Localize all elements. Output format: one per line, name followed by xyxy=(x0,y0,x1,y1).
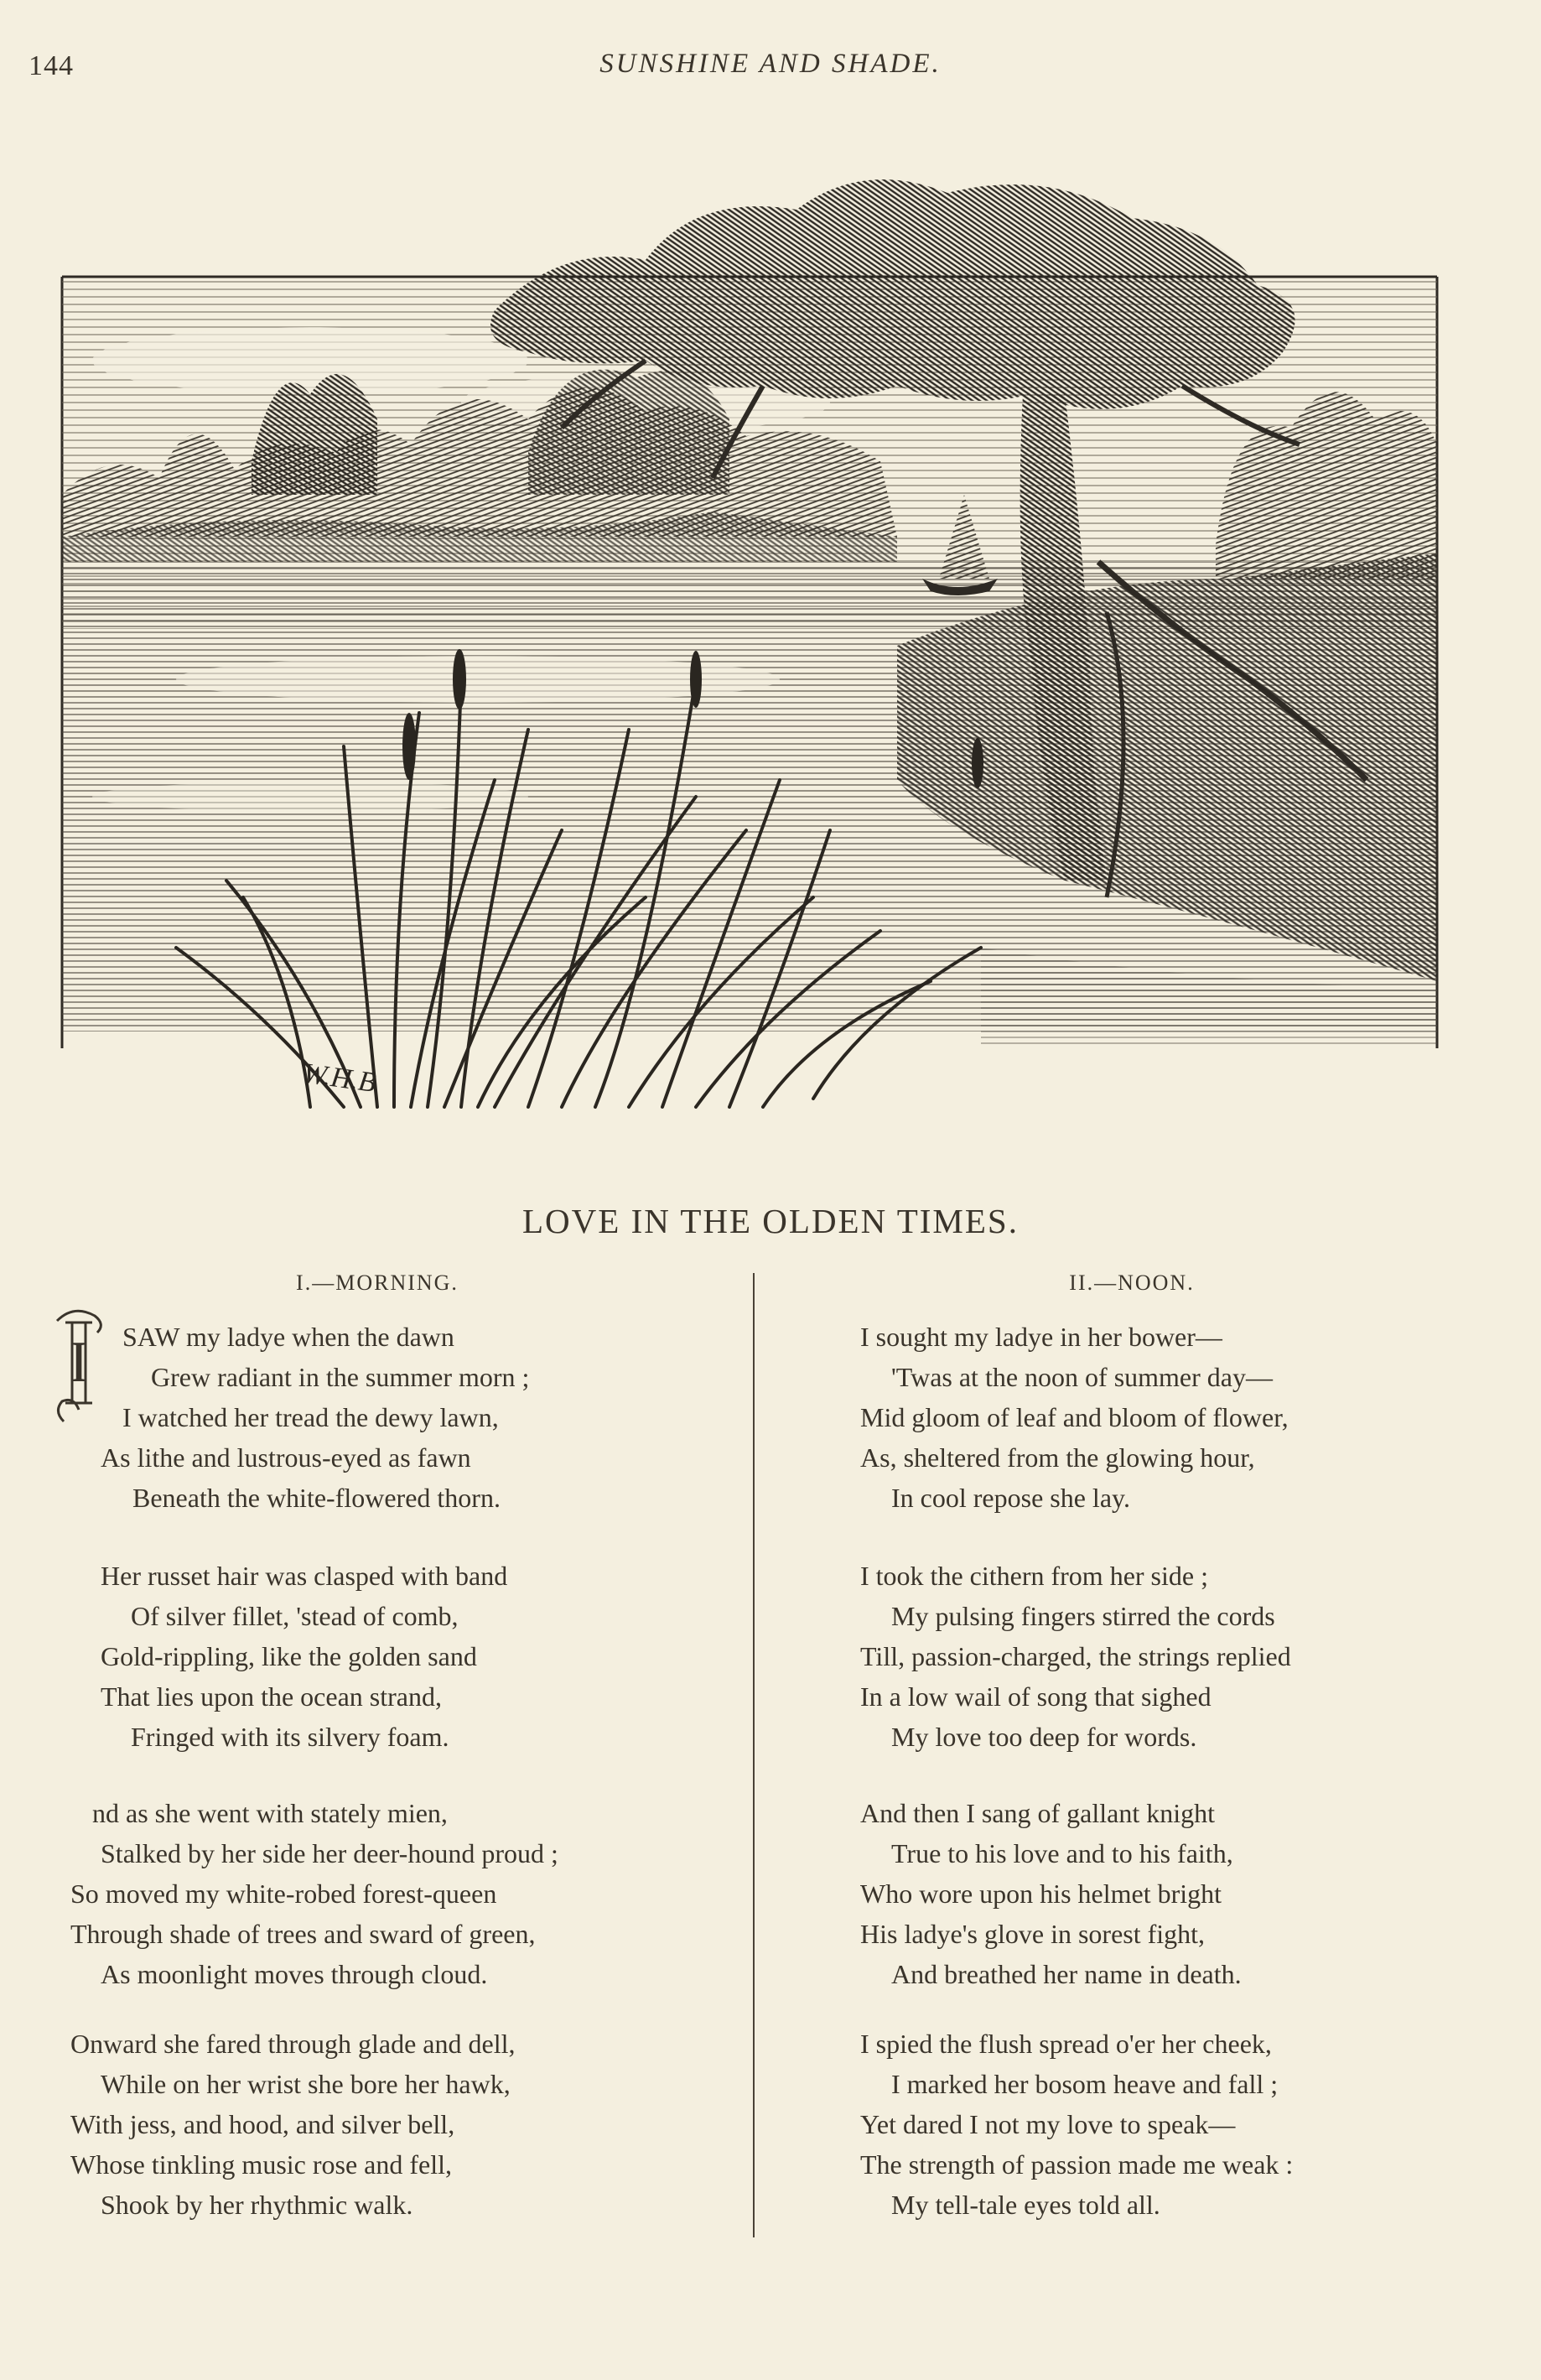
artist-signature: W.H.B xyxy=(300,1057,378,1099)
part-two-heading: II.—NOON. xyxy=(1069,1271,1195,1295)
poem-line: Who wore upon his helmet bright xyxy=(860,1879,1222,1909)
noon-stanza-3 xyxy=(860,1793,1242,1994)
poem-line: I spied the flush spread o'er her cheek, xyxy=(860,2029,1272,2059)
poem-line: My love too deep for words. xyxy=(891,1722,1197,1752)
poem-line: Of silver fillet, 'stead of comb, xyxy=(131,1601,459,1631)
morning-stanza-3 xyxy=(69,1793,558,1994)
morning-stanza-1 xyxy=(69,1317,529,1518)
poem-line: Grew radiant in the summer morn ; xyxy=(151,1362,530,1392)
poem-line: My pulsing fingers stirred the cords xyxy=(891,1601,1275,1631)
poem-line: Beneath the white-flowered thorn. xyxy=(132,1483,501,1513)
poem-line: I took the cithern from her side ; xyxy=(860,1561,1208,1591)
poem-line: With jess, and hood, and silver bell, xyxy=(70,2109,455,2139)
noon-stanza-2 xyxy=(860,1556,1291,1757)
poem-line: Whose tinkling music rose and fell, xyxy=(70,2149,453,2180)
poem-line: I watched her tread the dewy lawn, xyxy=(122,1402,499,1432)
poem-line: Shook by her rhythmic walk. xyxy=(101,2190,413,2220)
river-landscape-engraving xyxy=(59,143,1442,1149)
noon-stanza-4 xyxy=(860,2024,1293,2225)
poem-line: Fringed with its silvery foam. xyxy=(131,1722,449,1752)
poem-line: Stalked by her side her deer-hound proud ; xyxy=(101,1838,558,1868)
poem-line: Mid gloom of leaf and bloom of flower, xyxy=(860,1402,1289,1432)
poem-line: nd as she went with stately mien, xyxy=(92,1798,448,1828)
poem-line: The strength of passion made me weak : xyxy=(860,2149,1294,2180)
poem-line: As, sheltered from the glowing hour, xyxy=(860,1442,1255,1473)
poem-line: And then I sang of gallant knight xyxy=(860,1798,1216,1828)
poem-title: LOVE IN THE OLDEN TIMES. xyxy=(522,1202,1019,1240)
poem-line: Yet dared I not my love to speak— xyxy=(860,2109,1236,2139)
poem-line: 'Twas at the noon of summer day— xyxy=(891,1362,1273,1392)
poem-line: Onward she fared through glade and dell, xyxy=(70,2029,516,2059)
morning-stanza-4 xyxy=(69,2024,515,2225)
poem-line: In a low wail of song that sighed xyxy=(860,1681,1212,1712)
running-title: SUNSHINE AND SHADE. xyxy=(599,49,942,79)
dropcap-letter: I xyxy=(69,1330,89,1395)
poem-line: True to his love and to his faith, xyxy=(891,1838,1233,1868)
poem-line: That lies upon the ocean strand, xyxy=(101,1681,442,1712)
poem-line: I sought my ladye in her bower— xyxy=(860,1322,1222,1352)
poem-line: Gold-rippling, like the golden sand xyxy=(101,1641,477,1671)
morning-stanza-2 xyxy=(69,1556,507,1757)
poem-line: So moved my white-robed forest-queen xyxy=(70,1879,497,1909)
part-one-heading: I.—MORNING. xyxy=(296,1271,459,1295)
poem-line: While on her wrist she bore her hawk, xyxy=(101,2069,511,2099)
poem-line: SAW my ladye when the dawn xyxy=(122,1322,454,1352)
page-number: 144 xyxy=(29,50,74,81)
poem-line: And breathed her name in death. xyxy=(891,1959,1242,1989)
poem-line: My tell-tale eyes told all. xyxy=(891,2190,1160,2220)
poem-line: I marked her bosom heave and fall ; xyxy=(891,2069,1279,2099)
column-divider xyxy=(753,1273,755,2237)
noon-stanza-1 xyxy=(860,1317,1289,1518)
poem-line: Through shade of trees and sward of green, xyxy=(70,1919,536,1949)
poem-line: As lithe and lustrous-eyed as fawn xyxy=(101,1442,471,1473)
poem-line: His ladye's glove in sorest fight, xyxy=(860,1919,1206,1949)
poem-line: In cool repose she lay. xyxy=(891,1483,1130,1513)
poem-line: Till, passion-charged, the strings replied xyxy=(860,1641,1291,1671)
poem-line: Her russet hair was clasped with band xyxy=(101,1561,508,1591)
poem-line: As moonlight moves through cloud. xyxy=(101,1959,488,1989)
